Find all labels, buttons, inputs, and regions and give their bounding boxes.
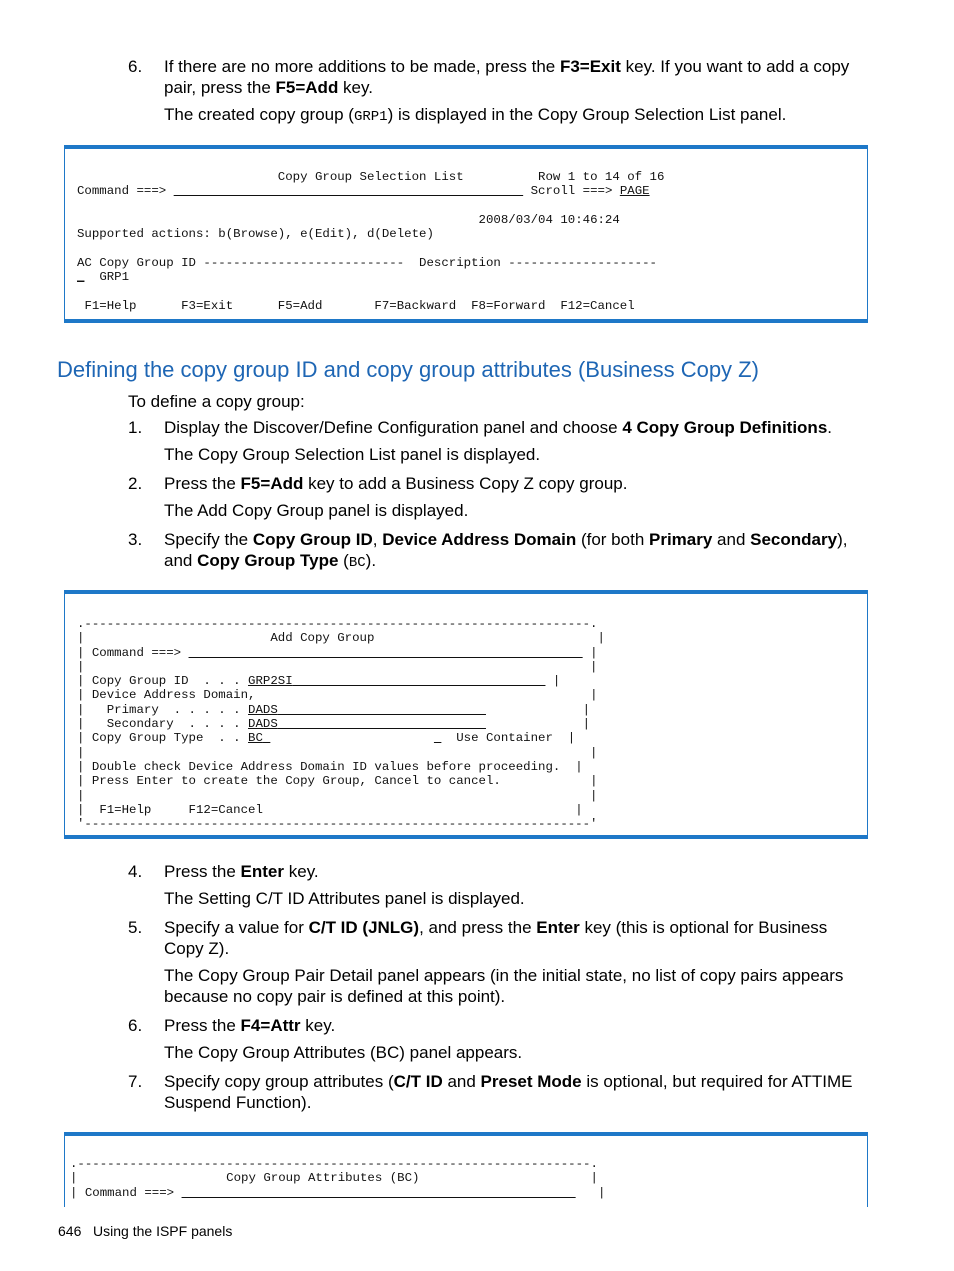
panel-screen-text: .---------------------------------------------------------------------. | Copy Group Attributes (BC) | | Command ===> | — [70, 1157, 606, 1200]
secondary-label: Secondary . . . . — [106, 717, 241, 732]
device-address-domain-label: Device Address Domain, — [91, 688, 256, 703]
primary-input[interactable]: DADS — [248, 702, 278, 717]
datetime: 2008/03/04 10:46:24 — [478, 212, 620, 227]
command-input[interactable] — [174, 184, 523, 198]
row-info: Row 1 to 14 of 16 — [538, 170, 665, 184]
primary-label: Primary . . . . . — [106, 702, 241, 717]
command-label: Command ===> — [91, 645, 182, 660]
add-copy-group-panel — [64, 590, 868, 839]
panel-screen-text — [77, 170, 664, 313]
copy-group-id-label: Copy Group ID . . . — [91, 674, 241, 689]
note-line-1: Double check Device Address Domain ID values before proceeding. — [91, 759, 561, 774]
copy-group-id[interactable]: GRP1 — [99, 270, 130, 285]
secondary-input[interactable]: DADS — [248, 717, 278, 732]
step-number: 6. — [128, 57, 143, 76]
panel-screen-text: .--------------------------------------------------------------------. | Add Copy Group | | Command ===> | | | | Copy Group ID . . . GRP2SI | | Device Address Domain, | | Primary . . . . . DADS | | Secondary . . . . DADS | | Copy Group Type . . BC Use Container | | | | Double check Device Address Domain ID values before proceeding. | | Press Enter to create the Copy Group, Cancel to cancel. | | | | F1=Help F12=Cancel | '--------------------------------------------------------------------' — [77, 617, 605, 832]
key-f3-exit: F3=Exit — [559, 57, 621, 76]
section-heading: Defining the copy group ID and copy group attributes (Business Copy Z) — [57, 357, 759, 382]
page-number: 646 — [58, 1223, 82, 1239]
step-6-result: The Copy Group Attributes (BC) panel appears. — [164, 1043, 523, 1062]
footer-title: Using the ISPF panels — [93, 1223, 233, 1239]
copy-group-id-input[interactable]: GRP2SI — [248, 674, 293, 689]
page-footer — [58, 1223, 232, 1239]
command-input[interactable] — [189, 646, 583, 660]
copy-group-attributes-panel — [64, 1132, 868, 1207]
step-1-result: The Copy Group Selection List panel is displayed. — [164, 445, 541, 464]
column-header: AC Copy Group ID --------------------------- Description -------------------- — [77, 255, 657, 270]
panel-title: Add Copy Group — [270, 631, 375, 646]
step-2-result: The Add Copy Group panel is displayed. — [164, 501, 469, 520]
function-keys: F1=Help F3=Exit F5=Add F7=Backward F8=Forward F12=Cancel — [84, 298, 635, 313]
command-label: Command ===> — [77, 184, 167, 199]
note-line-2: Press Enter to create the Copy Group, Cancel to cancel. — [91, 774, 501, 789]
step-text: key. If you want to add a copy pair, press the — [164, 57, 850, 97]
command-label: Command ===> — [84, 1185, 175, 1200]
use-container-checkbox[interactable] — [434, 731, 441, 745]
panel-title: Copy Group Selection List — [277, 170, 464, 184]
copy-group-type-input[interactable]: BC — [248, 731, 263, 746]
intro-text: To define a copy group: — [128, 392, 305, 411]
copy-group-type-label: Copy Group Type . . — [91, 731, 241, 746]
use-container-label: Use Container — [456, 731, 553, 746]
inline-code: GRP1 — [353, 109, 388, 125]
step-4-result: The Setting C/T ID Attributes panel is displayed. — [164, 889, 525, 908]
scroll-label: Scroll ===> — [530, 184, 613, 199]
copy-group-selection-list-panel — [64, 145, 868, 323]
function-keys: F1=Help F12=Cancel — [99, 802, 263, 817]
step-6-result: The created copy group (GRP1) is displayed in the Copy Group Selection List panel. — [164, 105, 787, 125]
step-5-result: The Copy Group Pair Detail panel appears (in the initial state, no list of copy pairs appears because no copy pair is defined at this point). — [164, 966, 844, 1006]
action-code-input[interactable]: _ — [77, 270, 85, 285]
scroll-value[interactable]: PAGE — [619, 184, 650, 199]
step-text: key. — [338, 78, 373, 97]
command-input[interactable] — [182, 1186, 576, 1200]
supported-actions: Supported actions: b(Browse), e(Edit), d(Delete) — [77, 227, 434, 242]
panel-title: Copy Group Attributes (BC) — [226, 1171, 420, 1186]
key-f5-add: F5=Add — [275, 78, 339, 97]
step-text: If there are no more additions to be made, press the — [164, 57, 560, 76]
